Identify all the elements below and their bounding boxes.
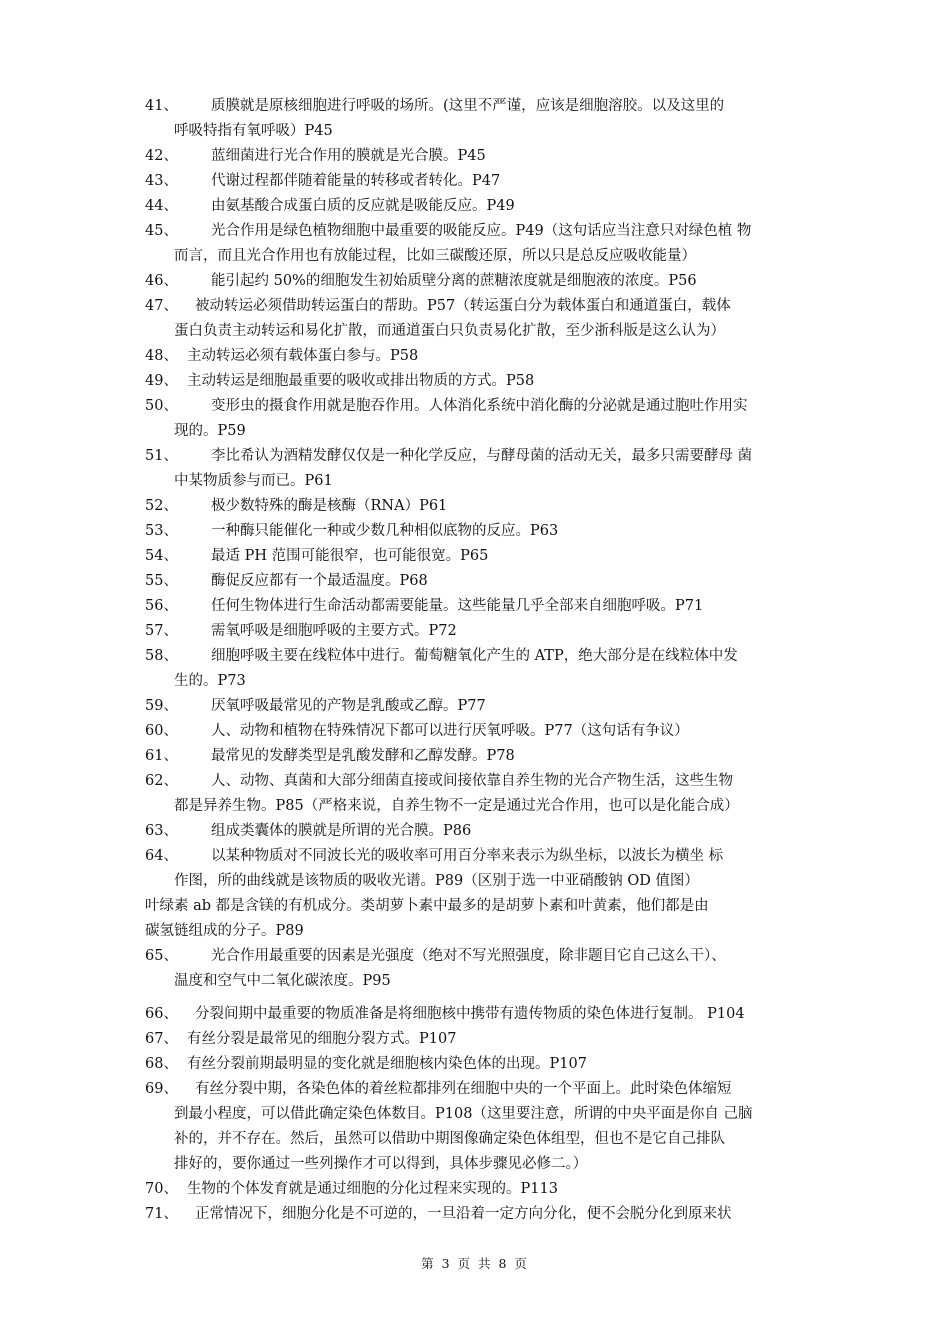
item-number: 41、 bbox=[145, 98, 178, 114]
item-number: 62、 bbox=[145, 773, 178, 789]
item-number: 69、 bbox=[145, 1081, 178, 1097]
item-number: 54、 bbox=[145, 548, 178, 564]
list-item: 70、 生物的个体发育就是通过细胞的分化过程来实现的。P113 bbox=[145, 1177, 825, 1202]
item-number: 49、 bbox=[145, 373, 178, 389]
item-number: 63、 bbox=[145, 823, 178, 839]
list-item: 44、 由氨基酸合成蛋白质的反应就是吸能反应。P49 bbox=[145, 194, 825, 219]
paragraph: 叶绿素 ab 都是含镁的有机成分。类胡萝卜素中最多的是胡萝卜素和叶黄素，他们都是由 碳氢链组成的分子。P89 bbox=[145, 898, 709, 939]
list-item: 51、 李比希认为酒精发酵仅仅是一种化学反应，与酵母菌的活动无关，最多只需要酵母 菌 中某物质参与而已。P61 bbox=[145, 444, 825, 494]
item-number: 55、 bbox=[145, 573, 178, 589]
item-number: 45、 bbox=[145, 223, 178, 239]
item-number: 47、 bbox=[145, 298, 178, 314]
item-number: 58、 bbox=[145, 648, 178, 664]
list-item: 55、 酶促反应都有一个最适温度。P68 bbox=[145, 569, 825, 594]
item-number: 67、 bbox=[145, 1031, 178, 1047]
list-item: 47、 被动转运必须借助转运蛋白的帮助。P57（转运蛋白分为载体蛋白和通道蛋白，载体 蛋白负责主动转运和易化扩散，而通道蛋白只负责易化扩散，至少浙科版是这么认为） bbox=[145, 294, 825, 344]
list-item: 66、 分裂间期中最重要的物质准备是将细胞核中携带有遗传物质的染色体进行复制。 P104 bbox=[145, 1002, 825, 1027]
list-item: 53、 一种酶只能催化一种或少数几种相似底物的反应。P63 bbox=[145, 519, 825, 544]
list-item: 58、 细胞呼吸主要在线粒体中进行。葡萄糖氧化产生的 ATP，绝大部分是在线粒体中发 生的。P73 bbox=[145, 644, 825, 694]
list-item: 49、 主动转运是细胞最重要的吸收或排出物质的方式。P58 bbox=[145, 369, 825, 394]
item-number: 52、 bbox=[145, 498, 178, 514]
item-number: 48、 bbox=[145, 348, 178, 364]
list-item: 43、 代谢过程都伴随着能量的转移或者转化。P47 bbox=[145, 169, 825, 194]
list-item: 62、 人、动物、真菌和大部分细菌直接或间接依靠自养生物的光合产物生活，这些生物 都是异养生物。P85（严格来说，自养生物不一定是通过光合作用，也可以是化能合成） bbox=[145, 769, 825, 819]
list-item: 56、 任何生物体进行生命活动都需要能量。这些能量几乎全部来自细胞呼吸。P71 bbox=[145, 594, 825, 619]
list-item: 65、 光合作用最重要的因素是光强度（绝对不写光照强度，除非题目它自己这么干）、 温度和空气中二氧化碳浓度。P95 bbox=[145, 944, 825, 994]
list-item: 63、 组成类囊体的膜就是所谓的光合膜。P86 bbox=[145, 819, 825, 844]
document-body bbox=[145, 94, 825, 1227]
item-number: 59、 bbox=[145, 698, 178, 714]
list-item: 61、 最常见的发酵类型是乳酸发酵和乙醇发酵。P78 bbox=[145, 744, 825, 769]
item-number: 42、 bbox=[145, 148, 178, 164]
item-number: 61、 bbox=[145, 748, 178, 764]
item-number: 43、 bbox=[145, 173, 178, 189]
item-number: 68、 bbox=[145, 1056, 178, 1072]
item-number: 70、 bbox=[145, 1181, 178, 1197]
list-item: 60、 人、动物和植物在特殊情况下都可以进行厌氧呼吸。P77（这句话有争议） bbox=[145, 719, 825, 744]
item-number: 71、 bbox=[145, 1206, 178, 1222]
list-item: 54、 最适 PH 范围可能很窄，也可能很宽。P65 bbox=[145, 544, 825, 569]
list-item: 71、 正常情况下，细胞分化是不可逆的，一旦沿着一定方向分化，便不会脱分化到原来状 bbox=[145, 1202, 825, 1227]
list-item: 50、 变形虫的摄食作用就是胞吞作用。人体消化系统中消化酶的分泌就是通过胞吐作用实 现的。P59 bbox=[145, 394, 825, 444]
list-item: 57、 需氧呼吸是细胞呼吸的主要方式。P72 bbox=[145, 619, 825, 644]
page-footer: 第 3 页 共 8 页 bbox=[421, 1256, 529, 1271]
item-number: 50、 bbox=[145, 398, 178, 414]
item-number: 64、 bbox=[145, 848, 178, 864]
item-number: 56、 bbox=[145, 598, 178, 614]
list-item: 46、 能引起约 50%的细胞发生初始质壁分离的蔗糖浓度就是细胞液的浓度。P56 bbox=[145, 269, 825, 294]
item-number: 65、 bbox=[145, 948, 178, 964]
list-item: 48、 主动转运必须有载体蛋白参与。P58 bbox=[145, 344, 825, 369]
item-number: 51、 bbox=[145, 448, 178, 464]
item-number: 66、 bbox=[145, 1006, 178, 1022]
item-number: 57、 bbox=[145, 623, 178, 639]
list-item: 45、 光合作用是绿色植物细胞中最重要的吸能反应。P49（这句话应当注意只对绿色植 物 而言，而且光合作用也有放能过程，比如三碳酸还原，所以只是总反应吸收能量） bbox=[145, 219, 825, 269]
list-item: 64、 以某种物质对不同波长光的吸收率可用百分率来表示为纵坐标，以波长为横坐 标 作图，所的曲线就是该物质的吸收光谱。P89（区别于选一中亚硝酸钠 OD 值图） bbox=[145, 844, 825, 894]
list-item: 52、 极少数特殊的酶是核酶（RNA）P61 bbox=[145, 494, 825, 519]
item-number: 44、 bbox=[145, 198, 178, 214]
list-item: 42、 蓝细菌进行光合作用的膜就是光合膜。P45 bbox=[145, 144, 825, 169]
list-item: 68、 有丝分裂前期最明显的变化就是细胞核内染色体的出现。P107 bbox=[145, 1052, 825, 1077]
list-item: 59、 厌氧呼吸最常见的产物是乳酸或乙醇。P77 bbox=[145, 694, 825, 719]
list-item: 41、 质膜就是原核细胞进行呼吸的场所。(这里不严谨，应该是细胞溶胶。以及这里的 呼吸特指有氧呼吸）P45 bbox=[145, 94, 825, 144]
item-number: 60、 bbox=[145, 723, 178, 739]
list-item: 69、 有丝分裂中期，各染色体的着丝粒都排列在细胞中央的一个平面上。此时染色体缩短 到最小程度，可以借此确定染色体数目。P108（这里要注意，所谓的中央平面是你自 己脑 补的，并不存在。然后，虽然可以借助中期图像确定染色体组型，但也不是它自己排队 排好的，要你通过一些列操作才可以得到，具体步骤见必修二。） bbox=[145, 1077, 825, 1177]
item-number: 53、 bbox=[145, 523, 178, 539]
item-number: 46、 bbox=[145, 273, 178, 289]
list-item: 67、 有丝分裂是最常见的细胞分裂方式。P107 bbox=[145, 1027, 825, 1052]
